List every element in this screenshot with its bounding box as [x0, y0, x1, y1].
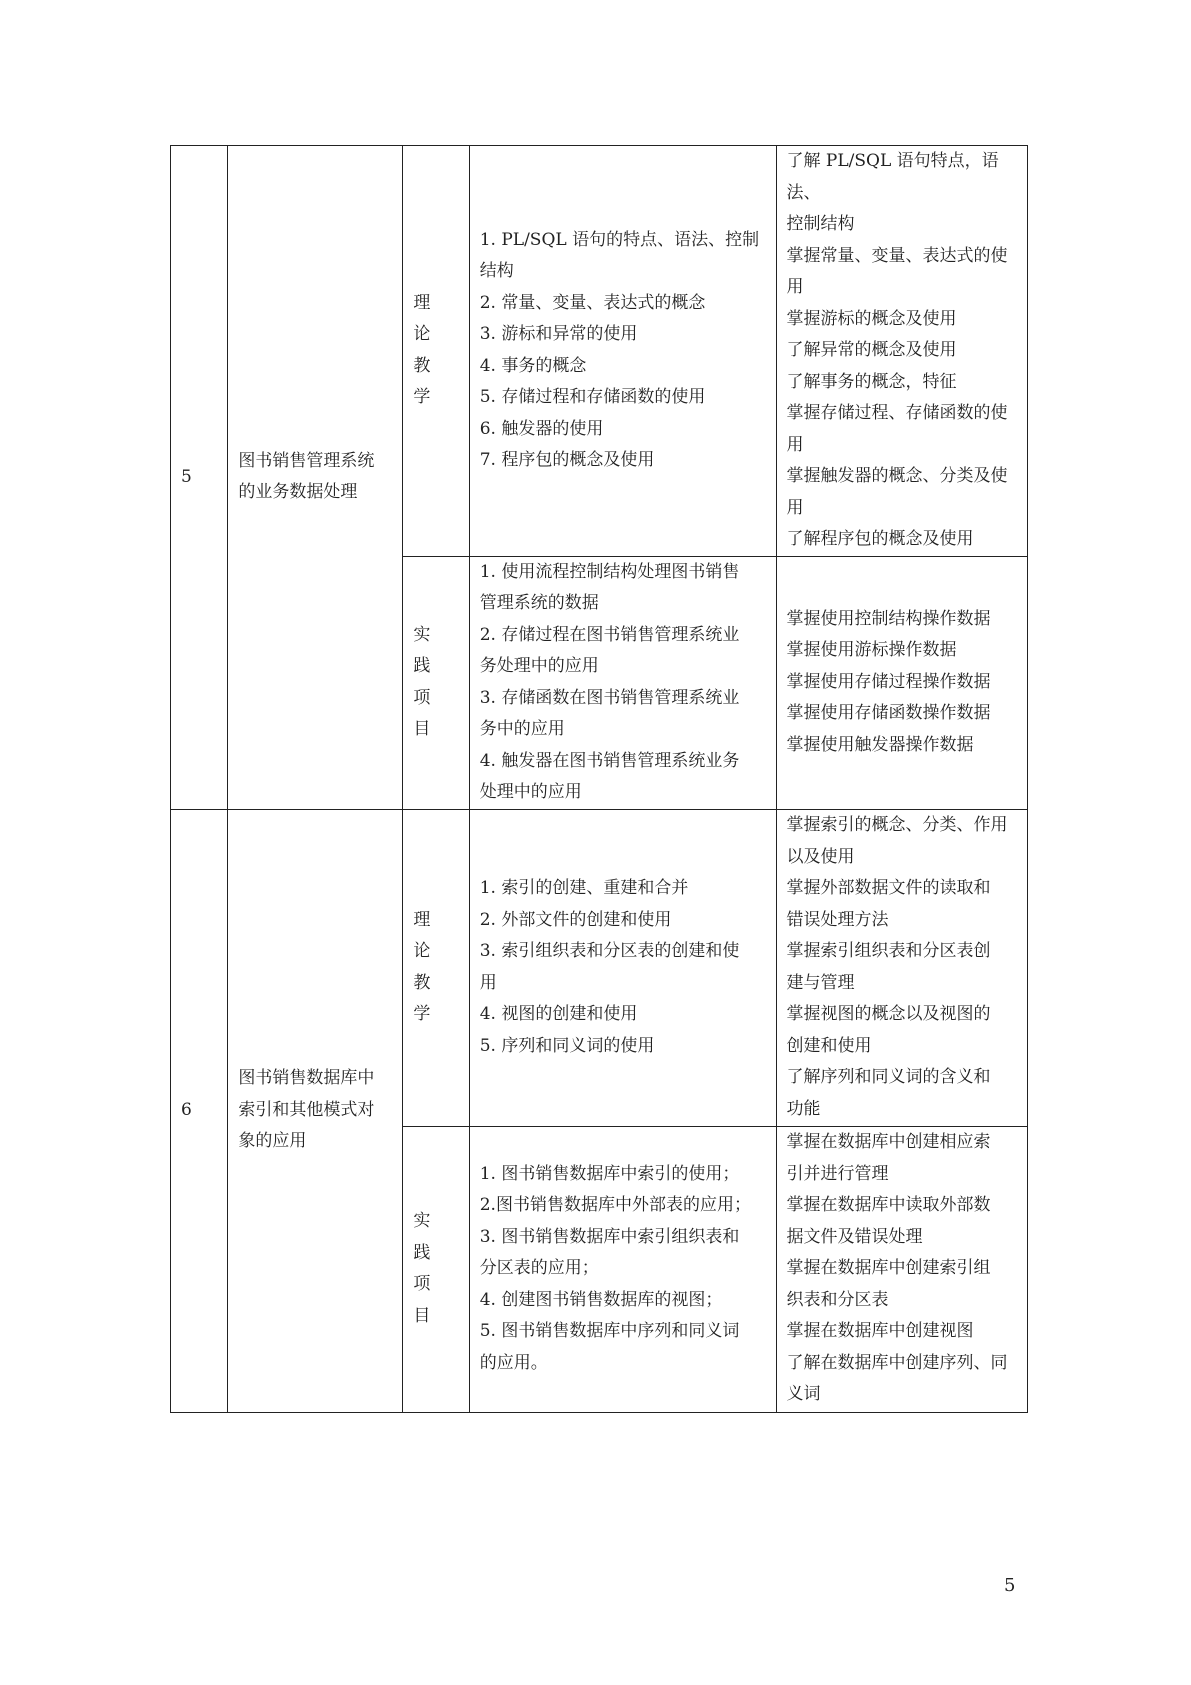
goal-line: 掌握外部数据文件的读取和 — [786, 878, 991, 898]
teaching-content-cell — [469, 809, 776, 1126]
learning-goal-cell — [776, 809, 1028, 1126]
goal-line: 掌握使用触发器操作数据 — [786, 734, 974, 755]
content-line: 4. 触发器在图书销售管理系统业务 — [479, 750, 740, 771]
goal-line: 了解在数据库中创建序列、同 — [786, 1352, 1008, 1373]
goal-line: 掌握视图的概念以及视图的 — [786, 1004, 991, 1024]
goal-line: 掌握在数据库中读取外部数 — [786, 1195, 991, 1216]
content-line: 7. 程序包的概念及使用 — [479, 450, 655, 471]
goal-line: 掌握使用存储函数操作数据 — [786, 703, 991, 724]
teaching-content-cell — [469, 146, 776, 557]
teaching-type-cell — [403, 809, 469, 1126]
goal-line: 掌握常量、变量、表达式的使 — [786, 245, 1008, 266]
unit-topic-cell — [228, 809, 403, 1412]
goal-line: 了解事务的概念，特征 — [786, 371, 957, 392]
content-line: 3. 存储函数在图书销售管理系统业 — [479, 687, 740, 708]
content-line: 1. PL/SQL 语句的特点、语法、控制 — [479, 229, 760, 250]
content-line: 3. 索引组织表和分区表的创建和使 — [479, 941, 740, 961]
content-line: 4. 视图的创建和使用 — [479, 1004, 638, 1024]
teaching-type-cell — [403, 146, 469, 557]
goal-line: 掌握在数据库中创建索引组 — [786, 1258, 991, 1279]
goal-line: 用 — [786, 277, 804, 297]
unit-number-cell — [171, 146, 228, 810]
goal-line: 掌握在数据库中创建视图 — [786, 1321, 974, 1342]
goal-line: 掌握在数据库中创建相应索 — [786, 1132, 991, 1153]
teaching-content-cell — [469, 1126, 776, 1412]
teaching-type-cell — [403, 556, 469, 809]
unit-number: 5 — [181, 466, 192, 487]
goal-line: 掌握使用游标操作数据 — [786, 640, 957, 661]
goal-line: 织表和分区表 — [786, 1289, 889, 1310]
teaching-type-cell — [403, 1126, 469, 1412]
goal-line: 了解异常的概念及使用 — [786, 340, 957, 360]
page-number: 5 — [1004, 1575, 1016, 1596]
teaching-type-line: 项目 — [413, 687, 439, 739]
table-row — [171, 146, 1028, 557]
unit-number: 6 — [181, 1099, 192, 1120]
teaching-type-line: 实践 — [413, 1211, 439, 1263]
goal-line: 掌握存储过程、存储函数的使 — [786, 403, 1008, 423]
content-line: 1. 使用流程控制结构处理图书销售 — [479, 561, 740, 582]
teaching-type-line: 实践 — [413, 624, 439, 676]
goal-line: 用 — [786, 434, 804, 455]
content-line: 处理中的应用 — [479, 782, 582, 802]
content-line: 4. 事务的概念 — [479, 355, 587, 376]
goal-line: 了解序列和同义词的含义和 — [786, 1067, 991, 1087]
goal-line: 掌握游标的概念及使用 — [786, 308, 957, 329]
content-line: 3. 图书销售数据库中索引组织表和 — [479, 1226, 740, 1247]
goal-line: 错误处理方法 — [786, 909, 889, 930]
content-line: 6. 触发器的使用 — [479, 418, 604, 439]
goal-line: 了解程序包的概念及使用 — [786, 529, 974, 549]
unit-topic-line: 象的应用 — [238, 1131, 307, 1152]
unit-topic-cell — [228, 146, 403, 810]
content-line: 1. 图书销售数据库中索引的使用； — [479, 1163, 740, 1184]
content-line: 5. 序列和同义词的使用 — [479, 1035, 655, 1056]
teaching-type-line: 理论 — [413, 292, 439, 345]
learning-goal-cell — [776, 556, 1028, 809]
content-line: 结构 — [479, 261, 514, 282]
content-line: 2. 存储过程在图书销售管理系统业 — [479, 624, 740, 645]
teaching-type-line: 项目 — [413, 1274, 439, 1326]
content-line: 务处理中的应用 — [479, 656, 599, 676]
goal-line: 掌握索引组织表和分区表创 — [786, 941, 991, 961]
content-line: 分区表的应用； — [479, 1258, 599, 1279]
content-line: 1. 索引的创建、重建和合并 — [479, 878, 689, 898]
content-line: 3. 游标和异常的使用 — [479, 324, 638, 345]
goal-line: 功能 — [786, 1098, 821, 1119]
content-line: 2.图书销售数据库中外部表的应用； — [479, 1195, 751, 1216]
goal-line: 建与管理 — [786, 972, 855, 993]
learning-goal-cell — [776, 146, 1028, 557]
teaching-type-line: 理论 — [413, 909, 439, 961]
unit-topic-line: 图书销售数据库中 — [238, 1068, 375, 1089]
goal-line: 了解 PL/SQL 语句特点，语法、 — [786, 151, 999, 203]
learning-goal-cell — [776, 1126, 1028, 1412]
content-line: 5. 图书销售数据库中序列和同义词 — [479, 1321, 740, 1342]
unit-topic-line: 图书销售管理系统 — [238, 450, 375, 471]
content-line: 5. 存储过程和存储函数的使用 — [479, 387, 706, 408]
goal-line: 以及使用 — [786, 846, 855, 867]
content-line: 管理系统的数据 — [479, 593, 599, 613]
curriculum-table — [170, 145, 1028, 1413]
teaching-content-cell — [469, 556, 776, 809]
goal-line: 引并进行管理 — [786, 1163, 889, 1184]
goal-line: 掌握触发器的概念、分类及使 — [786, 466, 1008, 486]
goal-line: 创建和使用 — [786, 1035, 872, 1056]
goal-line: 掌握索引的概念、分类、作用 — [786, 815, 1008, 835]
content-line: 的应用。 — [479, 1352, 548, 1373]
content-line: 2. 常量、变量、表达式的概念 — [479, 292, 706, 313]
unit-topic-line: 索引和其他模式对 — [238, 1099, 375, 1120]
goal-line: 据文件及错误处理 — [786, 1226, 923, 1247]
content-line: 4. 创建图书销售数据库的视图； — [479, 1289, 723, 1310]
teaching-type-line: 教学 — [413, 355, 439, 408]
goal-line: 义词 — [786, 1384, 821, 1405]
unit-topic-line: 的业务数据处理 — [238, 482, 358, 503]
table-row — [171, 809, 1028, 1126]
content-line: 2. 外部文件的创建和使用 — [479, 909, 672, 930]
goal-line: 掌握使用存储过程操作数据 — [786, 671, 991, 692]
goal-line: 掌握使用控制结构操作数据 — [786, 608, 991, 629]
goal-line: 控制结构 — [786, 214, 855, 234]
unit-number-cell — [171, 809, 228, 1412]
goal-line: 用 — [786, 497, 804, 518]
teaching-type-line: 教学 — [413, 972, 439, 1024]
content-line: 务中的应用 — [479, 719, 565, 739]
content-line: 用 — [479, 972, 497, 993]
